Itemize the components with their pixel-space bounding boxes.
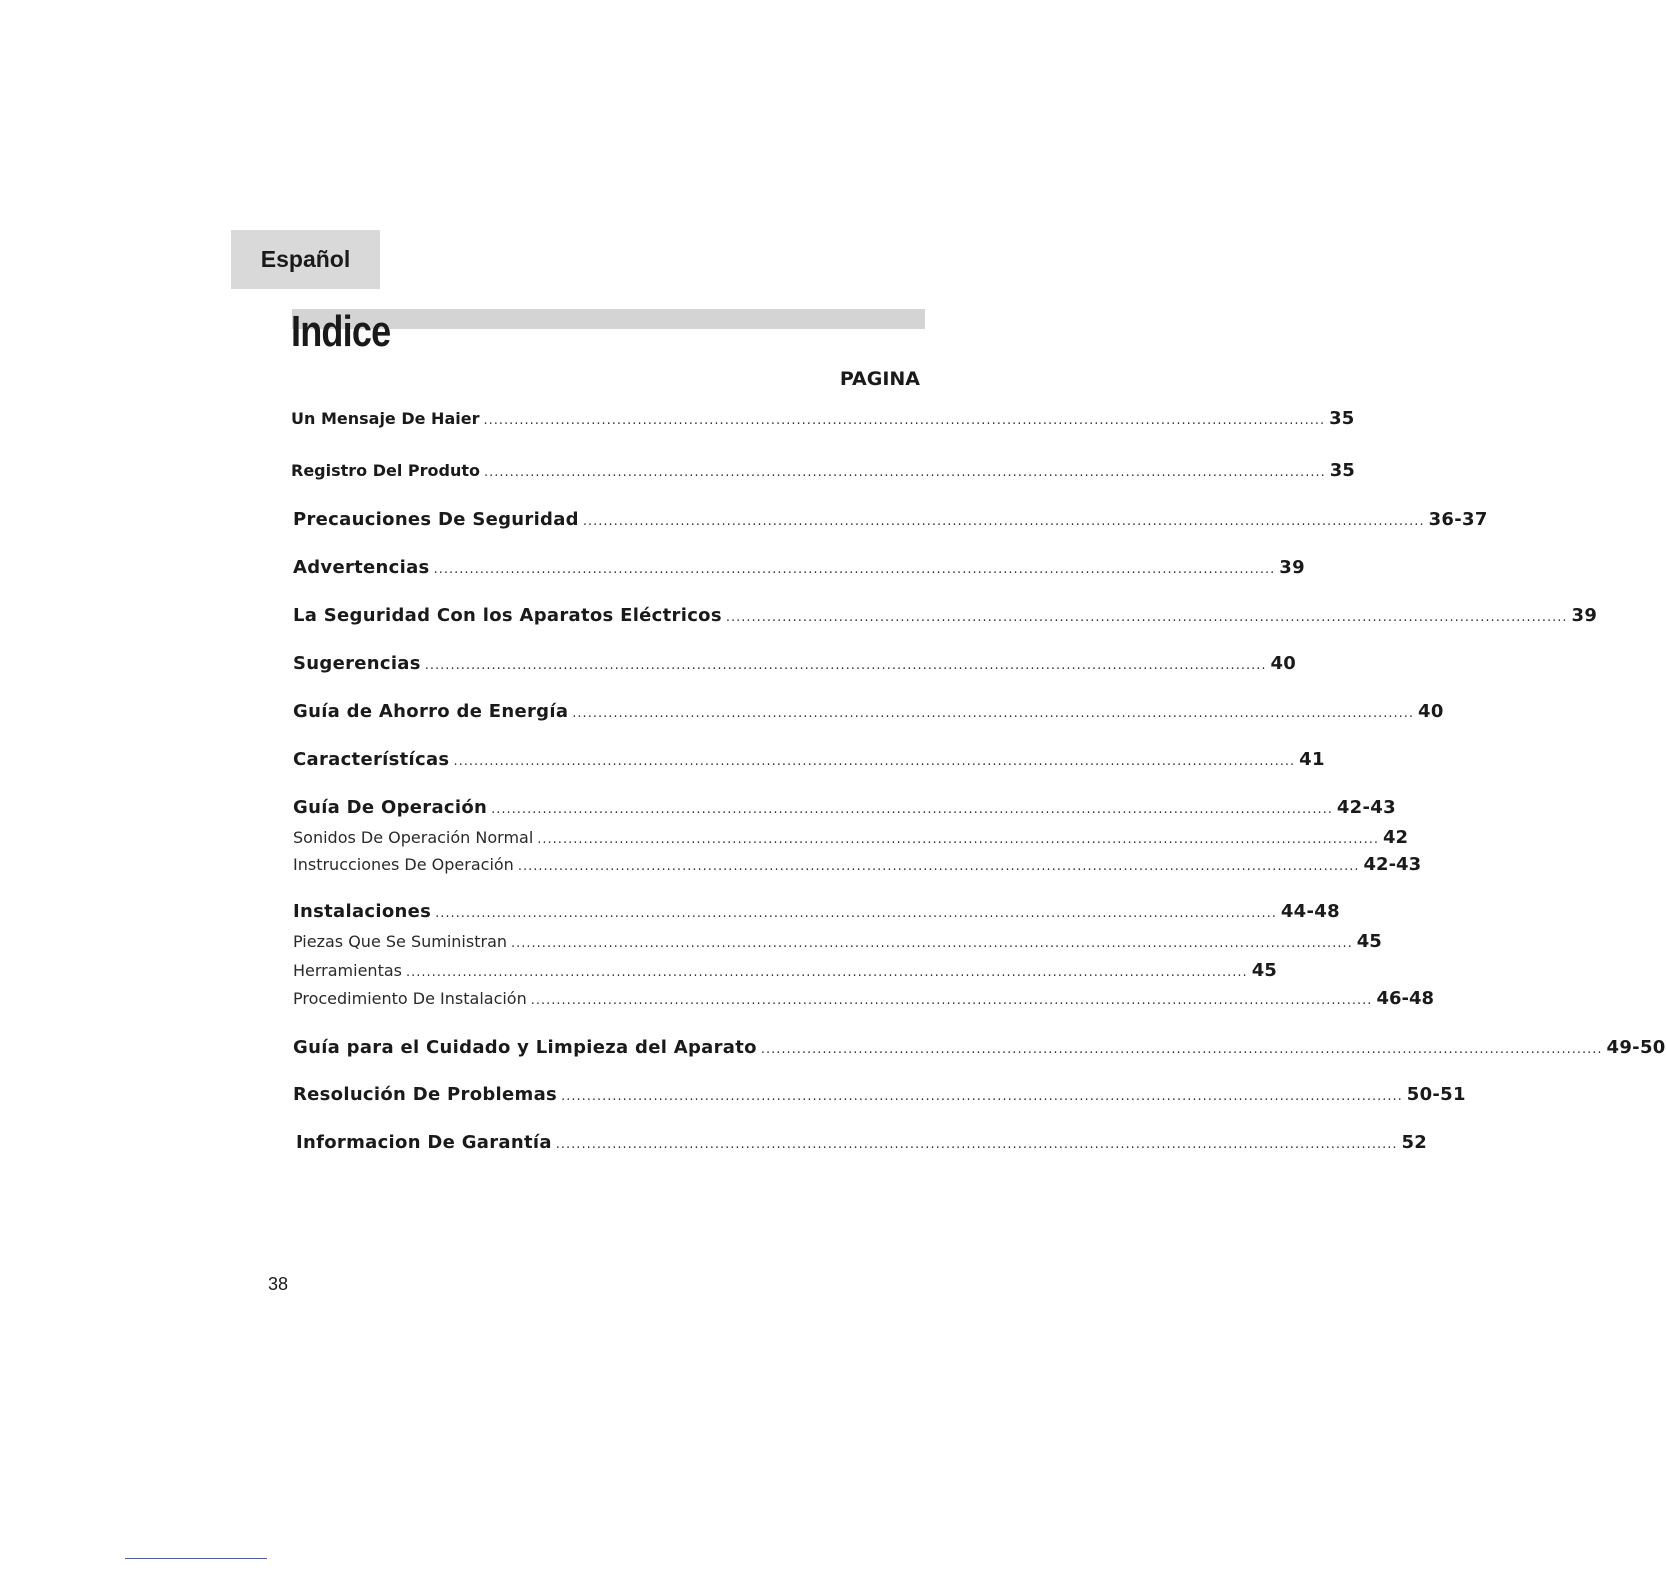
toc-entry-label: Resolución De Problemas bbox=[293, 1084, 558, 1105]
pagina-column-header: PAGINA bbox=[839, 368, 920, 390]
dot-leader: .................................................................................................................................................................... bbox=[424, 658, 1267, 673]
toc-entry[interactable] bbox=[293, 605, 1598, 626]
toc-subentry[interactable] bbox=[293, 960, 1277, 981]
dot-leader: .................................................................................................................................................................... bbox=[484, 465, 1326, 480]
toc-entry-label: Guía para el Cuidado y Limpieza del Aparato bbox=[293, 1037, 757, 1058]
toc-entry-page: 41 bbox=[1299, 749, 1325, 770]
dot-leader: .................................................................................................................................................................... bbox=[725, 610, 1568, 625]
dot-leader: .................................................................................................................................................................... bbox=[517, 859, 1360, 874]
toc-entry-page: 35 bbox=[1329, 460, 1355, 481]
toc-entry-page: 42 bbox=[1382, 827, 1409, 848]
page-title: Indice bbox=[291, 307, 391, 356]
toc-entry[interactable] bbox=[293, 1084, 1466, 1105]
toc-entry-page: 49-50 bbox=[1606, 1037, 1666, 1058]
dot-leader: .................................................................................................................................................................... bbox=[555, 1137, 1398, 1152]
dot-leader: .................................................................................................................................................................... bbox=[511, 936, 1353, 951]
dot-leader: .................................................................................................................................................................... bbox=[491, 802, 1333, 817]
toc-entry-page: 40 bbox=[1270, 653, 1297, 674]
toc-subentry[interactable] bbox=[293, 827, 1409, 848]
toc-entry-page: 45 bbox=[1356, 931, 1382, 952]
toc-entry-label: Un Mensaje De Haier bbox=[291, 409, 480, 428]
toc-entry[interactable] bbox=[293, 901, 1340, 922]
dot-leader: .................................................................................................................................................................... bbox=[760, 1042, 1603, 1057]
dot-leader: .................................................................................................................................................................... bbox=[483, 413, 1326, 428]
toc-subentry[interactable] bbox=[293, 988, 1435, 1009]
toc-entry[interactable] bbox=[296, 1132, 1428, 1153]
toc-entry-page: 50-51 bbox=[1406, 1084, 1466, 1105]
toc-entry-label: Guía De Operación bbox=[293, 797, 488, 818]
toc-entry-page: 35 bbox=[1329, 408, 1355, 429]
toc-entry-label: Sonidos De Operación Normal bbox=[293, 828, 534, 847]
toc-entry-label: Sugerencias bbox=[293, 653, 421, 674]
toc-entry-page: 46-48 bbox=[1376, 988, 1435, 1009]
dot-leader: .................................................................................................................................................................... bbox=[453, 754, 1296, 769]
toc-entry[interactable] bbox=[291, 408, 1355, 429]
toc-entry-page: 45 bbox=[1251, 960, 1277, 981]
toc-entry-label: La Seguridad Con los Aparatos Eléctricos bbox=[293, 605, 722, 626]
toc-entry-page: 42-43 bbox=[1336, 797, 1396, 818]
dot-leader: .................................................................................................................................................................... bbox=[561, 1089, 1403, 1104]
page-number: 38 bbox=[268, 1274, 289, 1294]
toc-entry-label: Procedimiento De Instalación bbox=[293, 989, 527, 1008]
language-tab: Español bbox=[231, 230, 380, 289]
toc-entry-label: Registro Del Produto bbox=[291, 461, 481, 480]
footer-rule bbox=[125, 1558, 267, 1559]
toc-entry-label: Informacion De Garantía bbox=[296, 1132, 552, 1153]
toc-entry[interactable] bbox=[293, 557, 1305, 578]
toc-subentry[interactable] bbox=[293, 854, 1422, 875]
dot-leader: .................................................................................................................................................................... bbox=[537, 832, 1379, 847]
toc-entry-label: Instrucciones De Operación bbox=[293, 855, 514, 874]
dot-leader: .................................................................................................................................................................... bbox=[582, 514, 1425, 529]
toc-entry-page: 39 bbox=[1279, 557, 1305, 578]
toc-entry-label: Instalaciones bbox=[293, 901, 432, 922]
toc-subentry[interactable] bbox=[293, 931, 1382, 952]
toc-entry-label: Precauciones De Seguridad bbox=[293, 509, 579, 530]
dot-leader: .................................................................................................................................................................... bbox=[433, 562, 1276, 577]
toc-entry-page: 44-48 bbox=[1280, 901, 1340, 922]
toc-entry-label: Advertencias bbox=[293, 557, 430, 578]
toc-entry-page: 52 bbox=[1401, 1132, 1428, 1153]
toc-entry-label: Guía de Ahorro de Energía bbox=[293, 701, 569, 722]
toc-entry-label: Característícas bbox=[293, 749, 450, 770]
toc-entry[interactable] bbox=[293, 749, 1325, 770]
toc-entry[interactable] bbox=[293, 797, 1396, 818]
toc-entry[interactable] bbox=[291, 460, 1355, 481]
toc-entry-page: 36-37 bbox=[1428, 509, 1488, 530]
dot-leader: .................................................................................................................................................................... bbox=[572, 706, 1414, 721]
dot-leader: .................................................................................................................................................................... bbox=[405, 965, 1248, 980]
toc-entry-label: Herramientas bbox=[293, 961, 402, 980]
dot-leader: .................................................................................................................................................................... bbox=[435, 906, 1277, 921]
toc-entry-label: Piezas Que Se Suministran bbox=[293, 932, 508, 951]
toc-entry-page: 40 bbox=[1418, 701, 1444, 722]
toc-entry-page: 39 bbox=[1571, 605, 1598, 626]
toc-entry[interactable] bbox=[293, 653, 1297, 674]
toc-entry-page: 42-43 bbox=[1363, 854, 1422, 875]
toc-entry[interactable] bbox=[293, 509, 1488, 530]
toc-entry[interactable] bbox=[293, 701, 1444, 722]
dot-leader: .................................................................................................................................................................... bbox=[530, 993, 1373, 1008]
toc-entry[interactable] bbox=[293, 1037, 1666, 1058]
